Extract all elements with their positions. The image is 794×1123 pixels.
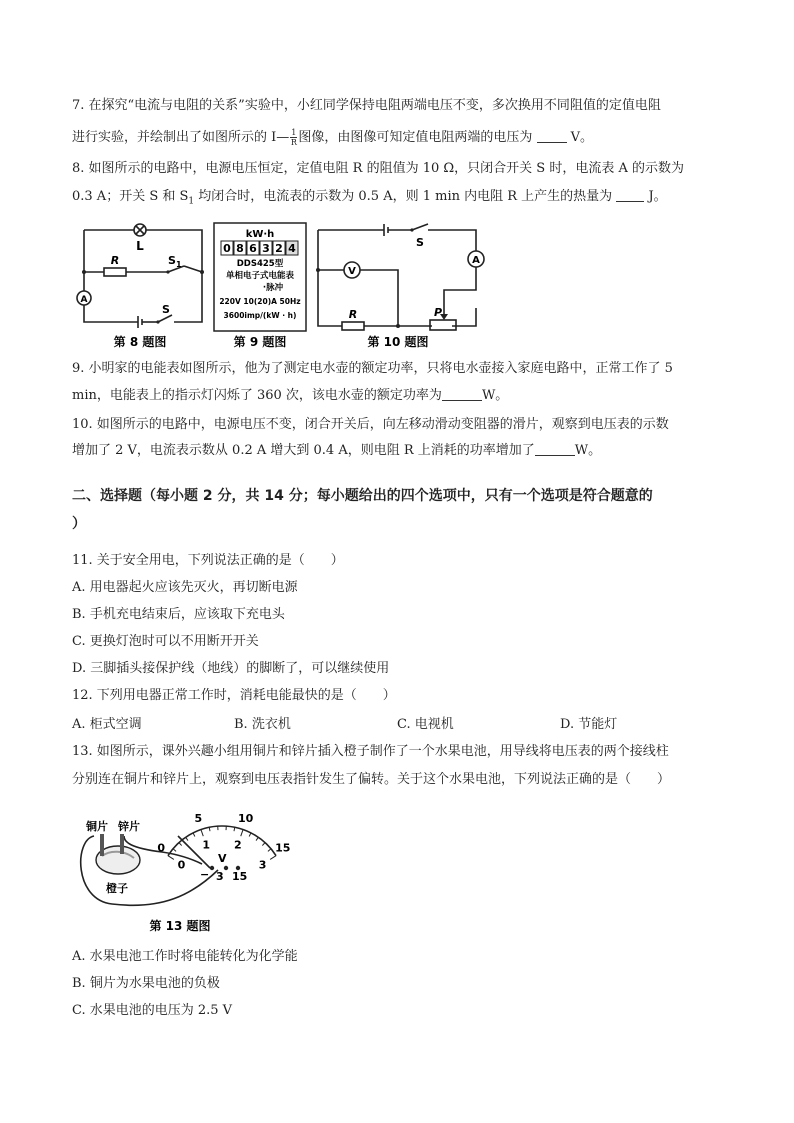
q12-stem: 12. 下列用电器正常工作时，消耗电能最快的是（ ） (72, 688, 396, 703)
dial-tick (179, 843, 182, 846)
terminal-minus: − (200, 868, 210, 881)
q13-option-b[interactable]: B. 铜片为水果电池的负极 (72, 976, 220, 991)
q8-line2: 0.3 A；开关 S 和 $S_1$ 均闭合时，电流表的示数为 0.5 A，则 1 min 内电阻 R 上产生的热量为 J。 (72, 189, 667, 207)
meter-digit: 6 (249, 242, 257, 255)
dial-tick (270, 856, 276, 860)
q7-line1: 7. 在探究“电流与电阻的关系”实验中，小红同学保持电阻两端电压不变，多次换用不同阻值的定值电阻 (72, 98, 661, 113)
copper-label: 铜片 (86, 820, 108, 833)
q11-option-d[interactable]: D. 三脚插头接保护线（地线）的脚断了，可以继续使用 (72, 661, 390, 676)
meter-digit: 0 (223, 242, 231, 255)
dial-label-top: 0 (157, 841, 166, 855)
meter-digit: 4 (288, 242, 296, 255)
dial-tick (193, 833, 195, 837)
terminal-3: 3 (216, 870, 224, 883)
dial-tick (241, 830, 243, 837)
dial-label-top: 5 (194, 812, 203, 826)
section-2-heading-cont: ） (72, 516, 86, 532)
dial-tick (168, 856, 174, 860)
zinc-label: 锌片 (118, 820, 140, 833)
figure-9 (213, 222, 307, 352)
dial-label-top: 10 (238, 812, 254, 826)
meter-model: DDS425型 (236, 259, 284, 269)
q11-option-b[interactable]: B. 手机充电结束后，应该取下充电头 (72, 607, 285, 622)
q7-answer-blank[interactable] (537, 129, 567, 143)
fruit-battery (72, 800, 292, 938)
figure-9-caption: 第 9 题图 (233, 335, 287, 349)
q9-line1: 9. 小明家的电能表如图所示，他为了测定电水壶的额定功率，只将电水壶接入家庭电路中，正常工作了 5 (72, 361, 673, 376)
circuit-10 (312, 222, 490, 352)
q11-stem: 11. 关于安全用电，下列说法正确的是（ ） (72, 553, 344, 568)
meter-digit: 3 (262, 242, 270, 255)
q12-option-b[interactable]: B. 洗衣机 (234, 717, 291, 732)
dial-tick (201, 830, 203, 837)
q9-line2: min，电能表上的指示灯闪烁了 360 次，该电水壶的额定功率为 W。 (72, 388, 509, 403)
q8-answer-blank[interactable] (616, 188, 644, 202)
q12-option-a[interactable]: A. 柜式空调 (72, 717, 142, 732)
dial-label-bottom: 0 (177, 858, 186, 872)
q9-answer-blank[interactable] (442, 387, 482, 401)
meter-unit: kW·h (245, 229, 275, 240)
q7-text-c: V。 (570, 130, 594, 145)
s-label: S (162, 303, 170, 316)
dial-tick (249, 833, 251, 837)
q11-option-a[interactable]: A. 用电器起火应该先灭火，再切断电源 (72, 580, 298, 595)
q7-fraction: $\frac{1}{R}$ (290, 128, 297, 147)
meter-type: 单相电子式电能表 (225, 271, 295, 281)
s1-label: $S_1$ (168, 254, 182, 269)
q7-line2 (72, 128, 593, 147)
dial-tick (186, 837, 188, 840)
meter-pulse: ·脉冲 (262, 283, 284, 293)
meter-digit: 2 (275, 242, 283, 255)
figure-8-caption: 第 8 题图 (113, 335, 167, 349)
meter-rating: 220V 10(20)A 50Hz (219, 297, 301, 306)
q13-line1: 13. 如图所示，课外兴趣小组用铜片和锌片插入橙子制作了一个水果电池，用导线将电压表的两个接线柱 (72, 744, 669, 759)
q7-text-a: 进行实验，并绘制出了如图所示的 I— (72, 130, 290, 145)
ammeter-label: A (472, 255, 480, 266)
q8-line1: 8. 如图所示的电路中，电源电压恒定，定值电阻 R 的阻值为 10 Ω，只闭合开关 S 时，电流表 A 的示数为 (72, 161, 684, 176)
dial-tick (262, 843, 265, 846)
meter-digit: 8 (236, 242, 244, 255)
meter-constant: 3600imp/(kW · h) (223, 311, 297, 320)
q10-line2: 增加了 2 V，电流表示数从 0.2 A 增大到 0.4 A，则电阻 R 上消耗的功率增加了 W。 (72, 443, 602, 458)
figure-8 (74, 222, 206, 352)
switch-label: S (416, 236, 424, 249)
ammeter-label: A (80, 295, 88, 305)
orange-label: 橙子 (106, 882, 128, 895)
q13-option-c[interactable]: C. 水果电池的电压为 2.5 V (72, 1003, 233, 1018)
section-2-heading: 二、选择题（每小题 2 分，共 14 分；每小题给出的四个选项中，只有一个选项是符合题意的 (72, 488, 653, 504)
dial-label-bottom: 1 (202, 838, 211, 852)
q12-option-c[interactable]: C. 电视机 (397, 717, 454, 732)
dial-tick (173, 849, 176, 852)
q7-text-b: 图像，由图像可知定值电阻两端的电压为 (298, 130, 533, 145)
resistor-label: R (110, 254, 120, 267)
q13-option-a[interactable]: A. 水果电池工作时将电能转化为化学能 (72, 949, 298, 964)
dial-label-bottom: 3 (258, 858, 267, 872)
voltmeter-v-label: V (218, 852, 227, 865)
dial-label-bottom: 2 (233, 838, 242, 852)
voltmeter-label: V (348, 266, 356, 277)
q10-answer-blank[interactable] (535, 442, 575, 456)
q12-option-d[interactable]: D. 节能灯 (560, 717, 618, 732)
lamp-label: L (136, 239, 144, 253)
figure-10 (312, 222, 490, 352)
dial-tick (268, 849, 271, 852)
meter-digits (221, 241, 298, 255)
figure-13 (72, 800, 292, 938)
figure-10-caption: 第 10 题图 (367, 335, 429, 349)
figure-13-caption: 第 13 题图 (149, 919, 211, 933)
q11-option-c[interactable]: C. 更换灯泡时可以不用断开开关 (72, 634, 259, 649)
circuit-8 (74, 222, 206, 352)
terminal-15: 15 (232, 870, 248, 883)
dial-label-top: 15 (275, 841, 291, 855)
slider-label: P (434, 306, 443, 319)
resistor-label: R (348, 308, 358, 321)
q13-line2: 分别连在铜片和锌片上，观察到电压表指针发生了偏转。关于这个水果电池，下列说法正确的是（ ） (72, 772, 671, 787)
q10-line1: 10. 如图所示的电路中，电源电压不变，闭合开关后，向左移动滑动变阻器的滑片，观察到电压表的示数 (72, 417, 669, 432)
dial-tick (256, 837, 258, 840)
energy-meter (213, 222, 307, 352)
